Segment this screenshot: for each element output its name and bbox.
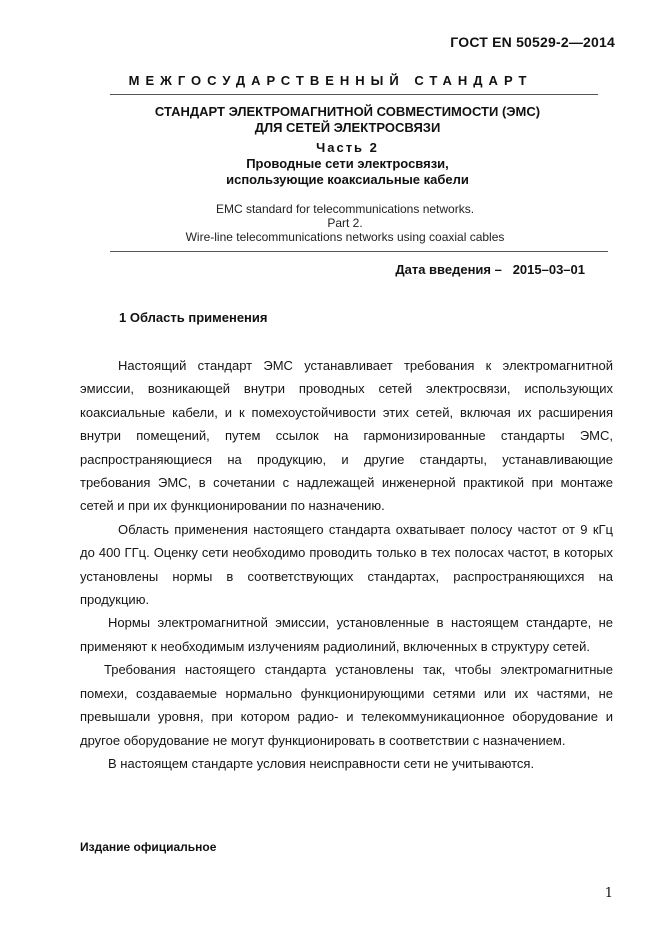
paragraph: Нормы электромагнитной эмиссии, установленные в настоящем стандарте, не применяют к необходимым излучениям радиолиний, включенных в структуру сетей.: [80, 615, 613, 654]
document-subtitle: [0, 156, 661, 188]
subtitle-line-2: использующие коаксиальные кабели: [226, 172, 469, 187]
document-title: [0, 104, 661, 136]
top-divider: [110, 94, 598, 95]
introduction-date-value: 2015–03–01: [512, 262, 585, 277]
part-label: Часть 2: [316, 140, 379, 155]
edition-label: Издание официальное: [80, 840, 217, 854]
standard-type-heading: МЕЖГОСУДАРСТВЕННЫЙ СТАНДАРТ: [128, 73, 533, 88]
subtitle-line-1: Проводные сети электросвязи,: [246, 156, 449, 171]
paragraph: В настоящем стандарте условия неисправности сети не учитываются.: [108, 755, 535, 771]
section-body: [80, 354, 613, 775]
english-title-line-3: Wire-line telecommunications networks using coaxial cables: [185, 230, 505, 244]
document-code: ГОСТ EN 50529-2—2014: [450, 34, 615, 50]
english-title-line-2: Part 2.: [327, 216, 363, 230]
title-divider: [110, 251, 608, 252]
english-title: [0, 202, 661, 244]
title-line-2: ДЛЯ СЕТЕЙ ЭЛЕКТРОСВЯЗИ: [254, 120, 441, 135]
paragraph: Настоящий стандарт ЭМС устанавливает требования к электромагнитной эмиссии, возникающей внутри проводных сетей электросвязи, использующих коаксиальные кабели, и к помехоустойчивости этих сетей, включая их расширения внутри помещений, путем ссылок на гармонизированные стандарты ЭМС, распространяющиеся на продукцию, и другие стандарты, устанавливающие требования ЭМС, в сочетании с надлежащей инженерной практикой при монтаже сетей и при их функционировании по назначению.: [80, 358, 613, 514]
english-title-line-1: EMC standard for telecommunications networks.: [215, 202, 475, 216]
paragraph: Область применения настоящего стандарта охватывает полосу частот от 9 кГц до 400 ГГц. Оценку сети необходимо проводить только в тех полосах частот, в которых установлены нормы в соответствующих стандартах, распространяющихся на продукцию.: [80, 521, 613, 608]
introduction-date-label: Дата введения –: [395, 262, 502, 277]
introduction-date: [395, 262, 585, 277]
title-line-1: СТАНДАРТ ЭЛЕКТРОМАГНИТНОЙ СОВМЕСТИМОСТИ (ЭМС): [154, 104, 541, 119]
paragraph: Требования настоящего стандарта установлены так, чтобы электромагнитные помехи, создаваемые нормально функционирующими сетями или их частями, не превышали уровня, при котором радио- и телекоммуникационное оборудование и другое оборудование не могут функционировать в соответствии с назначением.: [80, 662, 613, 748]
page-number: 1: [604, 886, 613, 901]
section-heading: 1 Область применения: [119, 310, 268, 325]
